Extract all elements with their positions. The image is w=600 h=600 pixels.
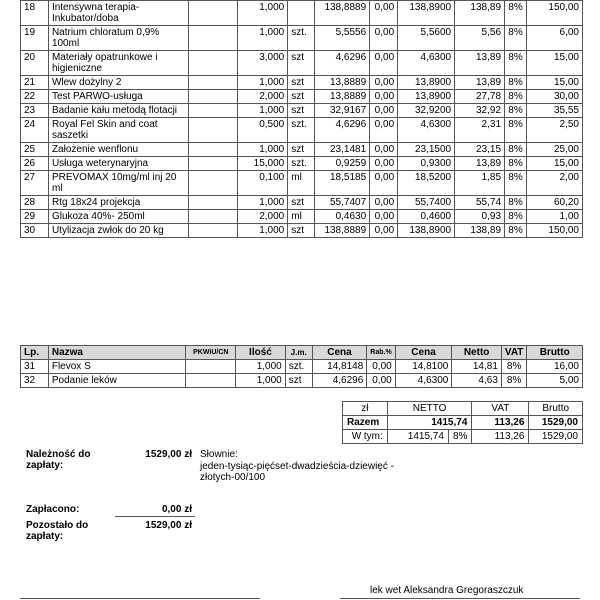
row-ilosc: 3,000 (238, 51, 288, 76)
row-cena2: 138,8900 (398, 224, 455, 238)
items-table-bottom (20, 345, 583, 388)
row-cena2: 5,5600 (398, 26, 455, 51)
row-brutto: 6,00 (527, 26, 583, 51)
row-netto: 13,89 (455, 51, 505, 76)
row-nazwa: Test PARWO-usługa (48, 90, 188, 104)
row-lp: 27 (21, 171, 49, 196)
row-rabat: 0,00 (367, 374, 395, 388)
row-pkwiu (188, 171, 238, 196)
row-cena: 13,8889 (315, 90, 370, 104)
row-jm: szt. (285, 360, 312, 374)
row-netto: 23,15 (455, 143, 505, 157)
row-pkwiu (188, 224, 238, 238)
row-brutto: 150,00 (527, 1, 583, 26)
summary-wtym-label: W tym: (343, 430, 388, 444)
table-row (21, 360, 583, 374)
row-cena2: 0,9300 (398, 157, 455, 171)
row-nazwa: Flevox S (48, 360, 186, 374)
summary-brutto-header: Brutto (529, 402, 583, 416)
table-row (21, 224, 583, 238)
row-vat: 8% (501, 374, 527, 388)
slownie-text: jeden-tysiąc-pięćset-dwadzieścia-dziewięć -złotych-00/100 (200, 461, 394, 483)
row-cena: 55,7407 (315, 196, 370, 210)
header-vat: VAT (501, 346, 527, 360)
summary-wtym-vat: 113,26 (472, 430, 529, 444)
row-rabat: 0,00 (370, 171, 398, 196)
row-jm: szt. (288, 157, 315, 171)
row-vat: 8% (501, 360, 527, 374)
row-brutto: 15,00 (527, 51, 583, 76)
items-table-top (20, 0, 583, 238)
row-lp: 25 (21, 143, 49, 157)
row-ilosc: 1,000 (238, 104, 288, 118)
header-jm: J.m. (285, 346, 312, 360)
row-jm: ml (288, 171, 315, 196)
row-brutto: 2,00 (527, 171, 583, 196)
signature-line-right (340, 598, 580, 599)
table-row (21, 51, 583, 76)
row-netto: 27,78 (455, 90, 505, 104)
row-pkwiu (188, 1, 238, 26)
row-vat: 8% (505, 104, 527, 118)
row-brutto: 15,00 (527, 157, 583, 171)
row-vat: 8% (505, 210, 527, 224)
row-ilosc: 1,000 (238, 26, 288, 51)
row-cena2: 4,6300 (398, 51, 455, 76)
row-brutto: 15,00 (527, 76, 583, 90)
header-lp: Lp. (21, 346, 49, 360)
row-pkwiu (188, 104, 238, 118)
row-nazwa: Rtg 18x24 projekcja (48, 196, 188, 210)
row-pkwiu (186, 360, 236, 374)
header-cena2: Cena (395, 346, 452, 360)
row-cena: 32,9167 (315, 104, 370, 118)
row-ilosc: 1,000 (238, 1, 288, 26)
row-nazwa: Wlew dożylny 2 (48, 76, 188, 90)
row-vat: 8% (505, 143, 527, 157)
row-rabat: 0,00 (370, 118, 398, 143)
row-cena2: 13,8900 (398, 90, 455, 104)
row-nazwa: PREVOMAX 10mg/ml inj 20 ml (48, 171, 188, 196)
zaplacono-value: 0,00 zł (161, 504, 192, 515)
row-jm (288, 1, 315, 26)
paid-underline (115, 516, 195, 517)
row-rabat: 0,00 (370, 196, 398, 210)
row-cena2: 4,6300 (395, 374, 452, 388)
summary-wtym-rate: 8% (448, 430, 471, 444)
signature-line-left (20, 598, 260, 599)
row-cena2: 32,9200 (398, 104, 455, 118)
summary-razem-label: Razem (343, 416, 388, 430)
summary-wtym-netto: 1415,74 (387, 430, 448, 444)
row-vat: 8% (505, 26, 527, 51)
row-pkwiu (188, 210, 238, 224)
header-cena: Cena (312, 346, 367, 360)
row-vat: 8% (505, 1, 527, 26)
row-netto: 13,89 (455, 76, 505, 90)
row-brutto: 25,00 (527, 143, 583, 157)
row-cena2: 18,5200 (398, 171, 455, 196)
row-vat: 8% (505, 118, 527, 143)
row-jm: szt (288, 51, 315, 76)
row-netto: 138,89 (455, 1, 505, 26)
table-header-row (21, 346, 583, 360)
header-nazwa: Nazwa (48, 346, 186, 360)
row-jm: ml (288, 210, 315, 224)
header-rabat: Rab.% (367, 346, 395, 360)
table-row (21, 196, 583, 210)
slownie-label: Słownie: (200, 449, 238, 460)
row-vat: 8% (505, 157, 527, 171)
row-netto: 14,81 (452, 360, 502, 374)
summary-table (342, 401, 583, 444)
row-pkwiu (188, 143, 238, 157)
row-vat: 8% (505, 90, 527, 104)
table-row (21, 1, 583, 26)
row-cena: 138,8889 (315, 1, 370, 26)
row-jm: szt (288, 104, 315, 118)
table-row (21, 143, 583, 157)
row-cena: 4,6296 (315, 51, 370, 76)
row-netto: 5,56 (455, 26, 505, 51)
row-vat: 8% (505, 171, 527, 196)
summary-netto-header: NETTO (387, 402, 472, 416)
row-cena: 23,1481 (315, 143, 370, 157)
row-cena: 14,8148 (312, 360, 367, 374)
row-brutto: 60,20 (527, 196, 583, 210)
row-jm: szt (288, 76, 315, 90)
row-ilosc: 1,000 (236, 360, 286, 374)
row-nazwa: Podanie leków (48, 374, 186, 388)
row-pkwiu (188, 118, 238, 143)
row-rabat: 0,00 (370, 224, 398, 238)
row-netto: 2,31 (455, 118, 505, 143)
row-lp: 29 (21, 210, 49, 224)
row-vat: 8% (505, 76, 527, 90)
row-cena: 5,5556 (315, 26, 370, 51)
row-lp: 21 (21, 76, 49, 90)
row-ilosc: 1,000 (236, 374, 286, 388)
row-cena: 138,8889 (315, 224, 370, 238)
naleznosc-label: Należność do zapłaty: (26, 449, 91, 471)
row-pkwiu (188, 76, 238, 90)
row-lp: 18 (21, 1, 49, 26)
summary-zl: zł (343, 402, 388, 416)
row-ilosc: 1,000 (238, 196, 288, 210)
signature-name: lek wet Aleksandra Gregoraszczuk (370, 585, 524, 596)
row-lp: 31 (21, 360, 49, 374)
row-lp: 22 (21, 90, 49, 104)
row-nazwa: Royal Fel Skin and coat saszetki (48, 118, 188, 143)
row-nazwa: Natrium chloratum 0,9% 100ml (48, 26, 188, 51)
row-rabat: 0,00 (370, 157, 398, 171)
row-rabat: 0,00 (370, 76, 398, 90)
row-jm: szt. (288, 26, 315, 51)
row-rabat: 0,00 (370, 210, 398, 224)
summary-razem-brutto: 1529,00 (529, 416, 583, 430)
table-row (21, 26, 583, 51)
summary-razem-vat: 113,26 (472, 416, 529, 430)
row-ilosc: 0,500 (238, 118, 288, 143)
row-lp: 19 (21, 26, 49, 51)
table-row (21, 104, 583, 118)
summary-vat-header: VAT (472, 402, 529, 416)
row-brutto: 5,00 (527, 374, 583, 388)
pozostalo-value: 1529,00 zł (145, 520, 192, 531)
row-cena2: 4,6300 (398, 118, 455, 143)
table-row (21, 76, 583, 90)
naleznosc-value: 1529,00 zł (145, 449, 192, 460)
row-vat: 8% (505, 51, 527, 76)
row-cena: 18,5185 (315, 171, 370, 196)
row-vat: 8% (505, 196, 527, 210)
row-brutto: 150,00 (527, 224, 583, 238)
row-rabat: 0,00 (370, 104, 398, 118)
row-nazwa: Glukoza 40%- 250ml (48, 210, 188, 224)
row-rabat: 0,00 (367, 360, 395, 374)
row-brutto: 2,50 (527, 118, 583, 143)
row-jm: szt. (288, 118, 315, 143)
row-ilosc: 1,000 (238, 76, 288, 90)
row-pkwiu (188, 157, 238, 171)
row-cena2: 14,8100 (395, 360, 452, 374)
table-row (21, 210, 583, 224)
row-pkwiu (188, 90, 238, 104)
row-brutto: 1,00 (527, 210, 583, 224)
header-netto: Netto (452, 346, 502, 360)
row-jm: szt (288, 196, 315, 210)
row-netto: 0,93 (455, 210, 505, 224)
row-netto: 13,89 (455, 157, 505, 171)
row-cena2: 138,8900 (398, 1, 455, 26)
header-pkwiu: PKWiU/CN (186, 346, 236, 360)
table-row (21, 157, 583, 171)
summary-razem-netto: 1415,74 (387, 416, 472, 430)
row-brutto: 16,00 (527, 360, 583, 374)
row-ilosc: 2,000 (238, 210, 288, 224)
row-pkwiu (188, 51, 238, 76)
row-nazwa: Intensywna terapia- Inkubator/doba (48, 1, 188, 26)
row-jm: szt (288, 224, 315, 238)
row-nazwa: Badanie kału metodą flotacji (48, 104, 188, 118)
row-vat: 8% (505, 224, 527, 238)
row-brutto: 30,00 (527, 90, 583, 104)
row-nazwa: Usługa weterynaryjna (48, 157, 188, 171)
row-rabat: 0,00 (370, 51, 398, 76)
row-ilosc: 0,100 (238, 171, 288, 196)
row-brutto: 35,55 (527, 104, 583, 118)
row-ilosc: 2,000 (238, 90, 288, 104)
row-cena2: 23,1500 (398, 143, 455, 157)
table-row (21, 90, 583, 104)
header-brutto: Brutto (527, 346, 583, 360)
row-cena: 0,9259 (315, 157, 370, 171)
row-netto: 55,74 (455, 196, 505, 210)
pozostalo-label: Pozostało do zapłaty: (26, 520, 89, 542)
row-lp: 28 (21, 196, 49, 210)
row-rabat: 0,00 (370, 1, 398, 26)
row-netto: 32,92 (455, 104, 505, 118)
table-row (21, 374, 583, 388)
zaplacono-label: Zapłacono: (26, 504, 80, 515)
row-netto: 138,89 (455, 224, 505, 238)
summary-wtym-brutto: 1529,00 (529, 430, 583, 444)
row-netto: 4,63 (452, 374, 502, 388)
table-row (21, 171, 583, 196)
row-pkwiu (188, 196, 238, 210)
row-netto: 1,85 (455, 171, 505, 196)
row-ilosc: 1,000 (238, 143, 288, 157)
row-ilosc: 1,000 (238, 224, 288, 238)
row-jm: szt (288, 143, 315, 157)
row-rabat: 0,00 (370, 90, 398, 104)
row-rabat: 0,00 (370, 26, 398, 51)
row-cena2: 55,7400 (398, 196, 455, 210)
header-ilosc: Ilość (236, 346, 286, 360)
row-lp: 20 (21, 51, 49, 76)
row-cena: 13,8889 (315, 76, 370, 90)
row-lp: 26 (21, 157, 49, 171)
row-pkwiu (186, 374, 236, 388)
row-jm: szt (285, 374, 312, 388)
row-cena2: 0,4600 (398, 210, 455, 224)
row-cena: 4,6296 (312, 374, 367, 388)
row-nazwa: Utylizacja zwłok do 20 kg (48, 224, 188, 238)
row-lp: 24 (21, 118, 49, 143)
row-cena: 0,4630 (315, 210, 370, 224)
row-ilosc: 15,000 (238, 157, 288, 171)
row-cena2: 13,8900 (398, 76, 455, 90)
table-row (21, 118, 583, 143)
row-lp: 30 (21, 224, 49, 238)
row-cena: 4,6296 (315, 118, 370, 143)
row-lp: 23 (21, 104, 49, 118)
row-rabat: 0,00 (370, 143, 398, 157)
row-pkwiu (188, 26, 238, 51)
row-nazwa: Założenie wenflonu (48, 143, 188, 157)
row-nazwa: Materiały opatrunkowe i higieniczne (48, 51, 188, 76)
row-lp: 32 (21, 374, 49, 388)
row-jm: szt (288, 90, 315, 104)
